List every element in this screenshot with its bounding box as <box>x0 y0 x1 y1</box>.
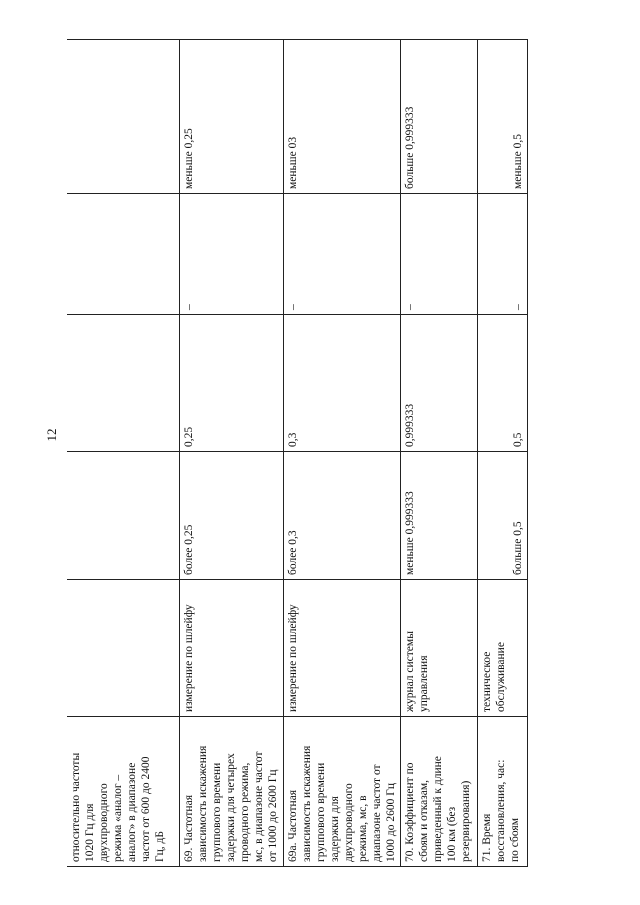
table-row <box>400 40 477 867</box>
method-cell: измерение по шлейфу <box>179 580 283 717</box>
norm-cell <box>67 40 179 194</box>
page-number: 12 <box>44 428 59 442</box>
rotated-table-frame <box>67 40 527 867</box>
method-cell: техническое обслуживание <box>477 580 527 717</box>
condition-cell <box>67 452 179 580</box>
value-cell: 0,999333 <box>400 315 477 452</box>
method-cell: измерение по шлейфу <box>283 580 400 717</box>
norm-cell: больше 0,999333 <box>400 40 477 194</box>
parameter-name-cell: 69. Частотная зависимость искажения группового времени задержки для четырех проводного режима, мс, в диапазоне частот от 1000 до 2600 Гц <box>179 717 283 867</box>
condition-cell: больше 0,5 <box>477 452 527 580</box>
method-cell: журнал системы управления <box>400 580 477 717</box>
table-row <box>67 40 179 867</box>
dash-cell: – <box>400 194 477 315</box>
table-rotated-content <box>67 40 527 867</box>
norm-cell: меньше 0,5 <box>477 40 527 194</box>
dash-cell: – <box>179 194 283 315</box>
norm-cell: меньше 0,25 <box>179 40 283 194</box>
parameter-name-cell: 71. Время восстановления, час: по сбоям <box>477 717 527 867</box>
value-cell: 0,25 <box>179 315 283 452</box>
parameter-name-cell: 69а. Частотная зависимость искажения группового времени задержки для двухпроводного режима, мс, в диапазоне частот от 1000 до 2600 Гц <box>283 717 400 867</box>
dash-cell <box>67 194 179 315</box>
norm-cell: меньше 03 <box>283 40 400 194</box>
value-cell: 0,3 <box>283 315 400 452</box>
table-row <box>283 40 400 867</box>
method-cell <box>67 580 179 717</box>
condition-cell: более 0,3 <box>283 452 400 580</box>
parameter-name-cell: относительно частоты 1020 Гц для двухпроводного режима «аналог – аналог» в диапазоне частот от 600 до 2400 Гц, дБ <box>67 717 179 867</box>
value-cell <box>67 315 179 452</box>
value-cell: 0,5 <box>477 315 527 452</box>
condition-cell: меньше 0,999333 <box>400 452 477 580</box>
table-row <box>179 40 283 867</box>
dash-cell: – <box>477 194 527 315</box>
condition-cell: более 0,25 <box>179 452 283 580</box>
parameters-table <box>67 39 528 867</box>
dash-cell: – <box>283 194 400 315</box>
parameter-name-cell: 70. Коэффициент по сбоям и отказам, приведенный к длине 100 км (без резервирования) <box>400 717 477 867</box>
table-row <box>477 40 527 867</box>
